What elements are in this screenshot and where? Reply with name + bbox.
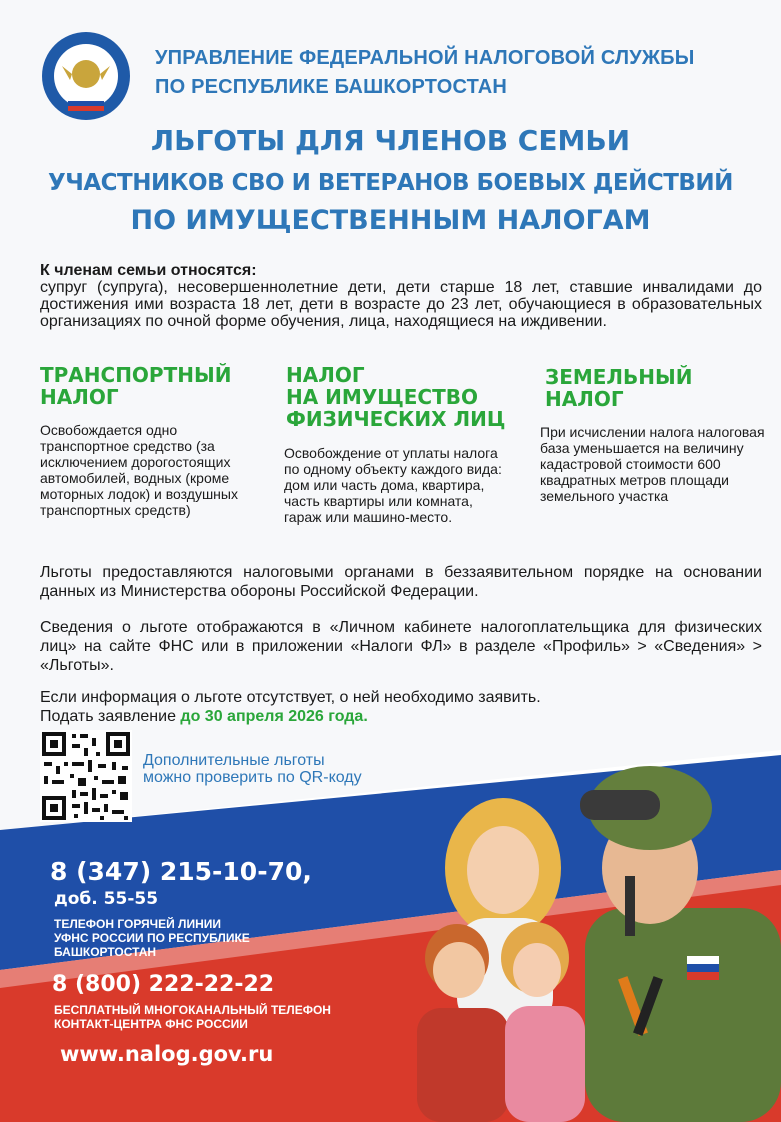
hotline-extension: доб. 55-55 <box>54 889 159 909</box>
property-tax-text: Освобождение от уплаты налога по одному объекту каждого вида: дом или часть дома, квартира, часть квартиры или комната, гараж или машино-место. <box>284 445 502 525</box>
transport-tax-text: Освобождается одно транспортное средство (за исключением дорогостоящих автомобилей, водных (кроме моторных лодок) и воздушных транспортных средств) <box>40 422 238 518</box>
title-line1: ЛЬГОТЫ ДЛЯ ЧЛЕНОВ СЕМЬИ <box>150 124 631 157</box>
missing-info-paragraph: Если информация о льготе отсутствует, о ней необходимо заявить. <box>40 689 541 706</box>
organization-name <box>155 44 755 102</box>
hotline-label-line3: БАШКОРТОСТАН <box>54 945 157 959</box>
title-line2: УЧАСТНИКОВ СВО И ВЕТЕРАНОВ БОЕВЫХ ДЕЙСТВИЙ <box>48 170 733 196</box>
intro-heading: К членам семьи относятся: <box>40 262 257 279</box>
transport-tax-title: ТРАНСПОРТНЫЙ НАЛОГ <box>40 363 232 409</box>
qr-code[interactable] <box>40 730 132 822</box>
benefit-provision-paragraph: Льготы предоставляются налоговыми органами в беззаявительном порядке на основании данных из Министерства обороны Российской Федерации. <box>40 564 762 600</box>
hotline-label-line1: ТЕЛЕФОН ГОРЯЧЕЙ ЛИНИИ <box>54 917 221 931</box>
qr-caption-line1: Дополнительные льготы <box>143 752 325 769</box>
hotline-phone[interactable]: 8 (347) 215-10-70, <box>50 857 312 886</box>
website-link[interactable]: www.nalog.gov.ru <box>60 1042 274 1066</box>
qr-caption-line2: можно проверить по QR-коду <box>143 769 362 786</box>
hotline-label-line2: УФНС РОССИИ ПО РЕСПУБЛИКЕ <box>54 931 250 945</box>
fns-emblem-logo <box>40 30 132 122</box>
deadline-date: до 30 апреля 2026 года. <box>180 708 368 725</box>
org-name-line1: УПРАВЛЕНИЕ ФЕДЕРАЛЬНОЙ НАЛОГОВОЙ СЛУЖБЫ <box>155 47 695 69</box>
contact-center-label-line1: БЕСПЛАТНЫЙ МНОГОКАНАЛЬНЫЙ ТЕЛЕФОН <box>54 1003 331 1017</box>
contact-center-phone[interactable]: 8 (800) 222-22-22 <box>52 972 275 997</box>
contact-center-label-line2: КОНТАКТ-ЦЕНТРА ФНС РОССИИ <box>54 1017 248 1031</box>
intro-body: супруг (супруга), несовершеннолетние дети, дети старше 18 лет, ставшие инвалидами до достижения ими возраста 18 лет, дети в возрасте до 23 лет, обучающиеся в образовательных организациях по очной форме обучения, лица, находящиеся на иждивении. <box>40 279 762 330</box>
family-soldier-illustration <box>395 758 781 1122</box>
hotline-label <box>54 917 354 959</box>
title-line3: ПО ИМУЩЕСТВЕННЫМ НАЛОГАМ <box>130 205 651 236</box>
personal-account-paragraph: Сведения о льготе отображаются в «Личном кабинете налогоплательщика для физических лиц» на сайте ФНС или в приложении «Налоги ФЛ» в разделе «Профиль» > «Сведения» > «Льготы». <box>40 619 762 674</box>
land-tax-title: ЗЕМЕЛЬНЫЙ НАЛОГ <box>545 365 693 411</box>
land-tax-text: При исчислении налога налоговая база уменьшается на величину кадастровой стоимости 600 квадратных метров площади земельного участка <box>540 424 765 504</box>
family-members-intro <box>40 262 762 330</box>
application-deadline-paragraph <box>40 707 762 726</box>
property-tax-title: НАЛОГ НА ИМУЩЕСТВО ФИЗИЧЕСКИХ ЛИЦ <box>286 363 506 431</box>
org-name-line2: ПО РЕСПУБЛИКЕ БАШКОРТОСТАН <box>155 76 508 98</box>
application-prefix: Подать заявление <box>40 708 181 725</box>
contact-center-label <box>54 1003 424 1031</box>
